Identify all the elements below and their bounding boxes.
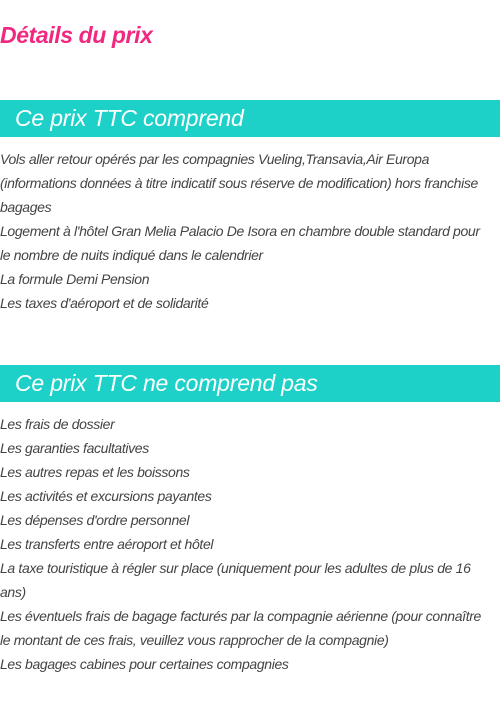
list-item: Les bagages cabines pour certaines compagnies: [0, 656, 289, 672]
excludes-list: [0, 412, 492, 676]
list-item: Vols aller retour opérés par les compagnies Vueling,Transavia,Air Europa (informations données à titre indicatif sous réserve de modification) hors franchise bagages: [0, 151, 478, 215]
list-item: Les frais de dossier: [0, 416, 115, 432]
list-item: Les garanties facultatives: [0, 440, 149, 456]
excludes-heading: Ce prix TTC ne comprend pas: [0, 365, 500, 402]
list-item: Les activités et excursions payantes: [0, 488, 212, 504]
list-item: Les autres repas et les boissons: [0, 464, 190, 480]
includes-heading: Ce prix TTC comprend: [0, 100, 500, 137]
list-item: Les dépenses d'ordre personnel: [0, 512, 190, 528]
list-item: La taxe touristique à régler sur place (uniquement pour les adultes de plus de 16 ans): [0, 560, 471, 600]
list-item: Les taxes d'aéroport et de solidarité: [0, 295, 209, 311]
list-item: Les transferts entre aéroport et hôtel: [0, 536, 214, 552]
list-item: Les éventuels frais de bagage facturés par la compagnie aérienne (pour connaître le montant de ces frais, veuillez vous rapprocher de la compagnie): [0, 608, 481, 648]
page-title: Détails du prix: [0, 22, 153, 48]
includes-list: [0, 147, 492, 315]
list-item: La formule Demi Pension: [0, 271, 150, 287]
list-item: Logement à l'hôtel Gran Melia Palacio De Isora en chambre double standard pour le nombre de nuits indiqué dans le calendrier: [0, 223, 480, 263]
